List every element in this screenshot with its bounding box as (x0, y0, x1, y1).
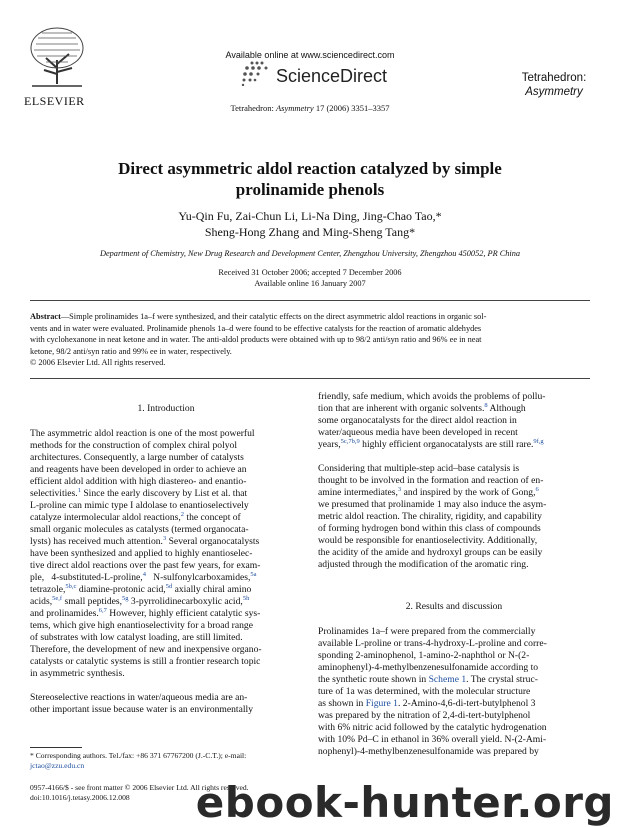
text-line (30, 536, 302, 548)
text-fragment: However, highly efficient catalytic sys- (106, 608, 261, 619)
doi-line: doi:10.1016/j.tetasy.2006.12.008 (30, 793, 130, 802)
issn-line: 0957-4166/$ - see front matter © 2006 Elsevier Ltd. All rights reserved. (30, 783, 249, 792)
text-line: with 6% nitric acid followed by the catalytic hydrogenation (318, 722, 547, 733)
results-paragraph-1 (318, 626, 590, 758)
text-line: water/aqueous media have been developed in recent (318, 427, 518, 438)
text-line: Prolinamides 1a–f were prepared from the commercially (318, 626, 536, 637)
text-line: have been synthesized and applied to highly enantioselec- (30, 548, 253, 559)
text-line: efficient aldol addition with high diastereo- and enantio- (30, 476, 247, 487)
text-fragment: small peptides, (62, 596, 123, 607)
citation-prefix: Tetrahedron: (230, 103, 276, 113)
text-fragment: and prolinamides. (30, 608, 99, 619)
citation-suffix: 17 (2006) 3351–3357 (313, 103, 390, 113)
text-line: the acidity of the amide and hydroxyl groups can be easily (318, 547, 543, 558)
article-title (60, 158, 560, 200)
text-line (30, 596, 302, 608)
text-fragment: ple, 4-substituted-L-proline, (30, 572, 143, 583)
sciencedirect-dots-icon (236, 60, 276, 86)
reference-link[interactable]: 5e,f (52, 594, 63, 602)
text-line (30, 488, 302, 500)
text-line: architectures. Consequently, a large number of catalysts (30, 452, 244, 463)
text-fragment: . 2-Amino-4,6-di-tert-butylphenol 3 (397, 698, 536, 709)
text-fragment: highly efficient organocatalysts are still rare. (359, 439, 534, 450)
footnote-rule (30, 747, 82, 748)
abstract-line1: —Simple prolinamides 1a–f were synthesized, and their catalytic effects on the direct asymmetric aldol reactions in organic sol- (60, 312, 487, 321)
text-line: nophenyl)-4-methylbenzenesulfonamide was prepared by (318, 746, 539, 757)
text-line: we presumed that prolinamide 1 may also induce the asym- (318, 499, 547, 510)
scheme-1-link[interactable]: Scheme 1 (428, 674, 467, 685)
text-fragment: acids, (30, 596, 53, 607)
text-line: available L-proline or trans-4-hydroxy-L-proline and corre- (318, 638, 547, 649)
text-line (30, 512, 302, 524)
reference-link[interactable]: 3 (397, 485, 402, 493)
text-fragment: . The crystal struc- (466, 674, 538, 685)
available-date: Available online 16 January 2007 (254, 279, 366, 288)
reference-link[interactable]: 6 (535, 485, 539, 493)
text-line: thought to be involved in the formation and reaction of en- (318, 475, 544, 486)
text-line (318, 403, 590, 415)
publisher-name: ELSEVIER (24, 94, 85, 108)
abstract-line3: with cyclohexanone in neat ketone and in water. The anti-aldol products were obtained with up to 98/2 anti/syn ratio and 96% ee in neat (30, 335, 482, 344)
abstract-line2: vents and in water were evaluated. Prolinamide phenols 1a–d were found to be effective catalysts for the reaction of aromatic aldehydes (30, 323, 482, 333)
reference-link[interactable]: 5h (242, 594, 250, 602)
text-fragment: the synthetic route shown in (318, 674, 429, 685)
text-fragment: selectivities. (30, 488, 78, 499)
text-line: of forming hydrogen bond within this class of compounds (318, 523, 541, 534)
figure-1-link[interactable]: Figure 1 (365, 698, 398, 709)
article-title-line1: Direct asymmetric aldol reaction catalyzed by simple (118, 159, 502, 178)
text-line: some organocatalysts for the direct aldol reaction in (318, 415, 517, 426)
text-fragment: Since the early discovery by List et al. that (80, 488, 248, 499)
citation-line (170, 103, 450, 113)
abstract-top-rule (30, 300, 590, 301)
text-line: small organic molecules as catalysts (termed organocata- (30, 524, 249, 535)
reference-link[interactable]: 2 (180, 510, 185, 518)
text-line (318, 698, 590, 710)
received-date: Received 31 October 2006; accepted 7 December 2006 (218, 268, 402, 277)
watermark-text: ebook-hunter.org (195, 778, 614, 827)
author-list (60, 208, 560, 240)
journal-name-line2: Asymmetry (525, 86, 583, 98)
reference-link[interactable]: 4 (142, 570, 146, 578)
section-heading-introduction: 1. Introduction (137, 403, 195, 414)
abstract (30, 311, 590, 369)
text-fragment: axially chiral amino (172, 584, 252, 595)
text-line: in asymmetric synthesis. (30, 668, 125, 679)
intro-paragraph-3 (318, 391, 590, 451)
text-line: Therefore, the development of new and inexpensive organo- (30, 644, 262, 655)
text-line: The asymmetric aldol reaction is one of the most powerful (30, 428, 255, 439)
journal-name (506, 71, 602, 99)
footnote-text: * Corresponding authors. Tel./fax: +86 371 67767200 (J.-C.T.); e-mail: (30, 751, 247, 760)
intro-paragraph-1 (30, 428, 302, 680)
text-line: of substrates with low catalyst loading, are still limited. (30, 632, 243, 643)
text-line: friendly, safe medium, which avoids the problems of pollu- (318, 391, 546, 402)
text-fragment: catalyze intermolecular aldol reactions, (30, 512, 181, 523)
text-line: aminophenyl)-4-methylbenzenesulfonamide according to (318, 662, 539, 673)
authors-line1: Yu-Qin Fu, Zai-Chun Li, Li-Na Ding, Jing-Chao Tao,* (178, 209, 442, 223)
text-fragment: tion that are inherent with organic solvents. (318, 403, 485, 414)
journal-name-line1: Tetrahedron: (521, 72, 587, 84)
reference-link[interactable]: 9f,g (533, 437, 544, 445)
text-line: catalysts or catalytic systems is still a frontier research topic (30, 656, 261, 667)
reference-link[interactable]: 5b,c (65, 582, 77, 590)
section-heading-results: 2. Results and discussion (405, 601, 503, 612)
abstract-label: Abstract (30, 312, 61, 321)
text-fragment: amine intermediates, (318, 487, 398, 498)
text-line: metric aldol reaction. The chirality, rigidity, and capability (318, 511, 542, 522)
text-fragment: N-sulfonylcarboxamides, (145, 572, 251, 583)
text-line: Stereoselective reactions in water/aqueous media are an- (30, 692, 248, 703)
text-line: tive direct aldol reactions over the past few years, for exam- (30, 560, 261, 571)
text-fragment: 3-pyrrolidinecarboxylic acid, (128, 596, 243, 607)
footnote (30, 751, 306, 771)
reference-link[interactable]: 3 (162, 534, 167, 542)
text-line (30, 584, 302, 596)
authors-line2: Sheng-Hong Zhang and Ming-Sheng Tang* (204, 225, 416, 239)
reference-link[interactable]: 5g (122, 594, 129, 602)
text-line: was prepared by the nitration of 2,4-di-tert-butylphenol (318, 710, 531, 721)
text-line: Considering that multiple-step acid–base catalysis is (318, 463, 520, 474)
text-line: adjusted through the modification of the aromatic ring. (318, 559, 529, 570)
right-column (318, 391, 590, 758)
reference-link[interactable]: 5a (250, 570, 257, 578)
intro-paragraph-2 (30, 692, 302, 716)
text-line: L-proline can mimic type I aldolase to enantioselectively (30, 500, 249, 511)
text-fragment: as shown in (318, 698, 366, 709)
text-fragment: tetrazole, (30, 584, 66, 595)
abstract-bottom-rule (30, 378, 590, 379)
reference-link[interactable]: 8 (484, 401, 488, 409)
text-line: with 10% Pd–C in ethanol in 36% overall yield. N-(2-Ami- (318, 734, 547, 745)
text-fragment: years, (318, 439, 341, 450)
text-line (30, 608, 302, 620)
reference-link[interactable]: 6,7 (98, 606, 107, 614)
elsevier-tree-logo (26, 24, 88, 90)
reference-link[interactable]: 5c,7b,9 (340, 437, 360, 445)
text-line: sponding 2-aminophenol, 1-amino-2-naphthol or N-(2- (318, 650, 530, 661)
left-column (30, 403, 302, 716)
text-fragment: Several organocatalysts (166, 536, 260, 547)
article-title-line2: prolinamide phenols (235, 180, 385, 199)
text-line: tems, which give high enantioselectivity for a broad range (30, 620, 253, 631)
abstract-copyright: © 2006 Elsevier Ltd. All rights reserved. (30, 358, 166, 367)
text-line: methods for the construction of complex chiral polyol (30, 440, 238, 451)
text-line: other important issue because water is an environmentally (30, 704, 253, 715)
text-line: ture of 1a was determined, with the molecular structure (318, 686, 531, 697)
sciencedirect-brand: ScienceDirect (276, 66, 388, 86)
text-fragment: and inspired by the work of Gong, (401, 487, 536, 498)
available-online-text: Available online at www.sciencedirect.com (225, 50, 395, 60)
abstract-line4: ketone, 98/2 anti/syn ratio and 99% ee in water, respectively. (30, 346, 232, 356)
text-line (318, 674, 590, 686)
text-fragment: Although (487, 403, 526, 414)
affiliation: Department of Chemistry, New Drug Research and Development Center, Zhengzhou University, Zhengzhou 450052, PR China (99, 249, 521, 258)
text-line: would be responsible for enantioselectivity. Additionally, (318, 535, 538, 546)
citation-journal: Asymmetry (275, 103, 314, 113)
dates (160, 267, 460, 289)
reference-link[interactable]: 5d (165, 582, 173, 590)
text-line (318, 487, 590, 499)
reference-link[interactable]: 1 (77, 486, 81, 494)
text-fragment: the concept of (184, 512, 241, 523)
text-line: and reagents have been developed in order to achieve an (30, 464, 247, 475)
text-fragment: lysts) has received much attention. (30, 536, 163, 547)
text-fragment: diamine-protonic acid, (76, 584, 166, 595)
intro-paragraph-4 (318, 463, 590, 571)
corresponding-email-link[interactable]: jctao@zzu.edu.cn (30, 761, 85, 770)
text-line (318, 439, 590, 451)
